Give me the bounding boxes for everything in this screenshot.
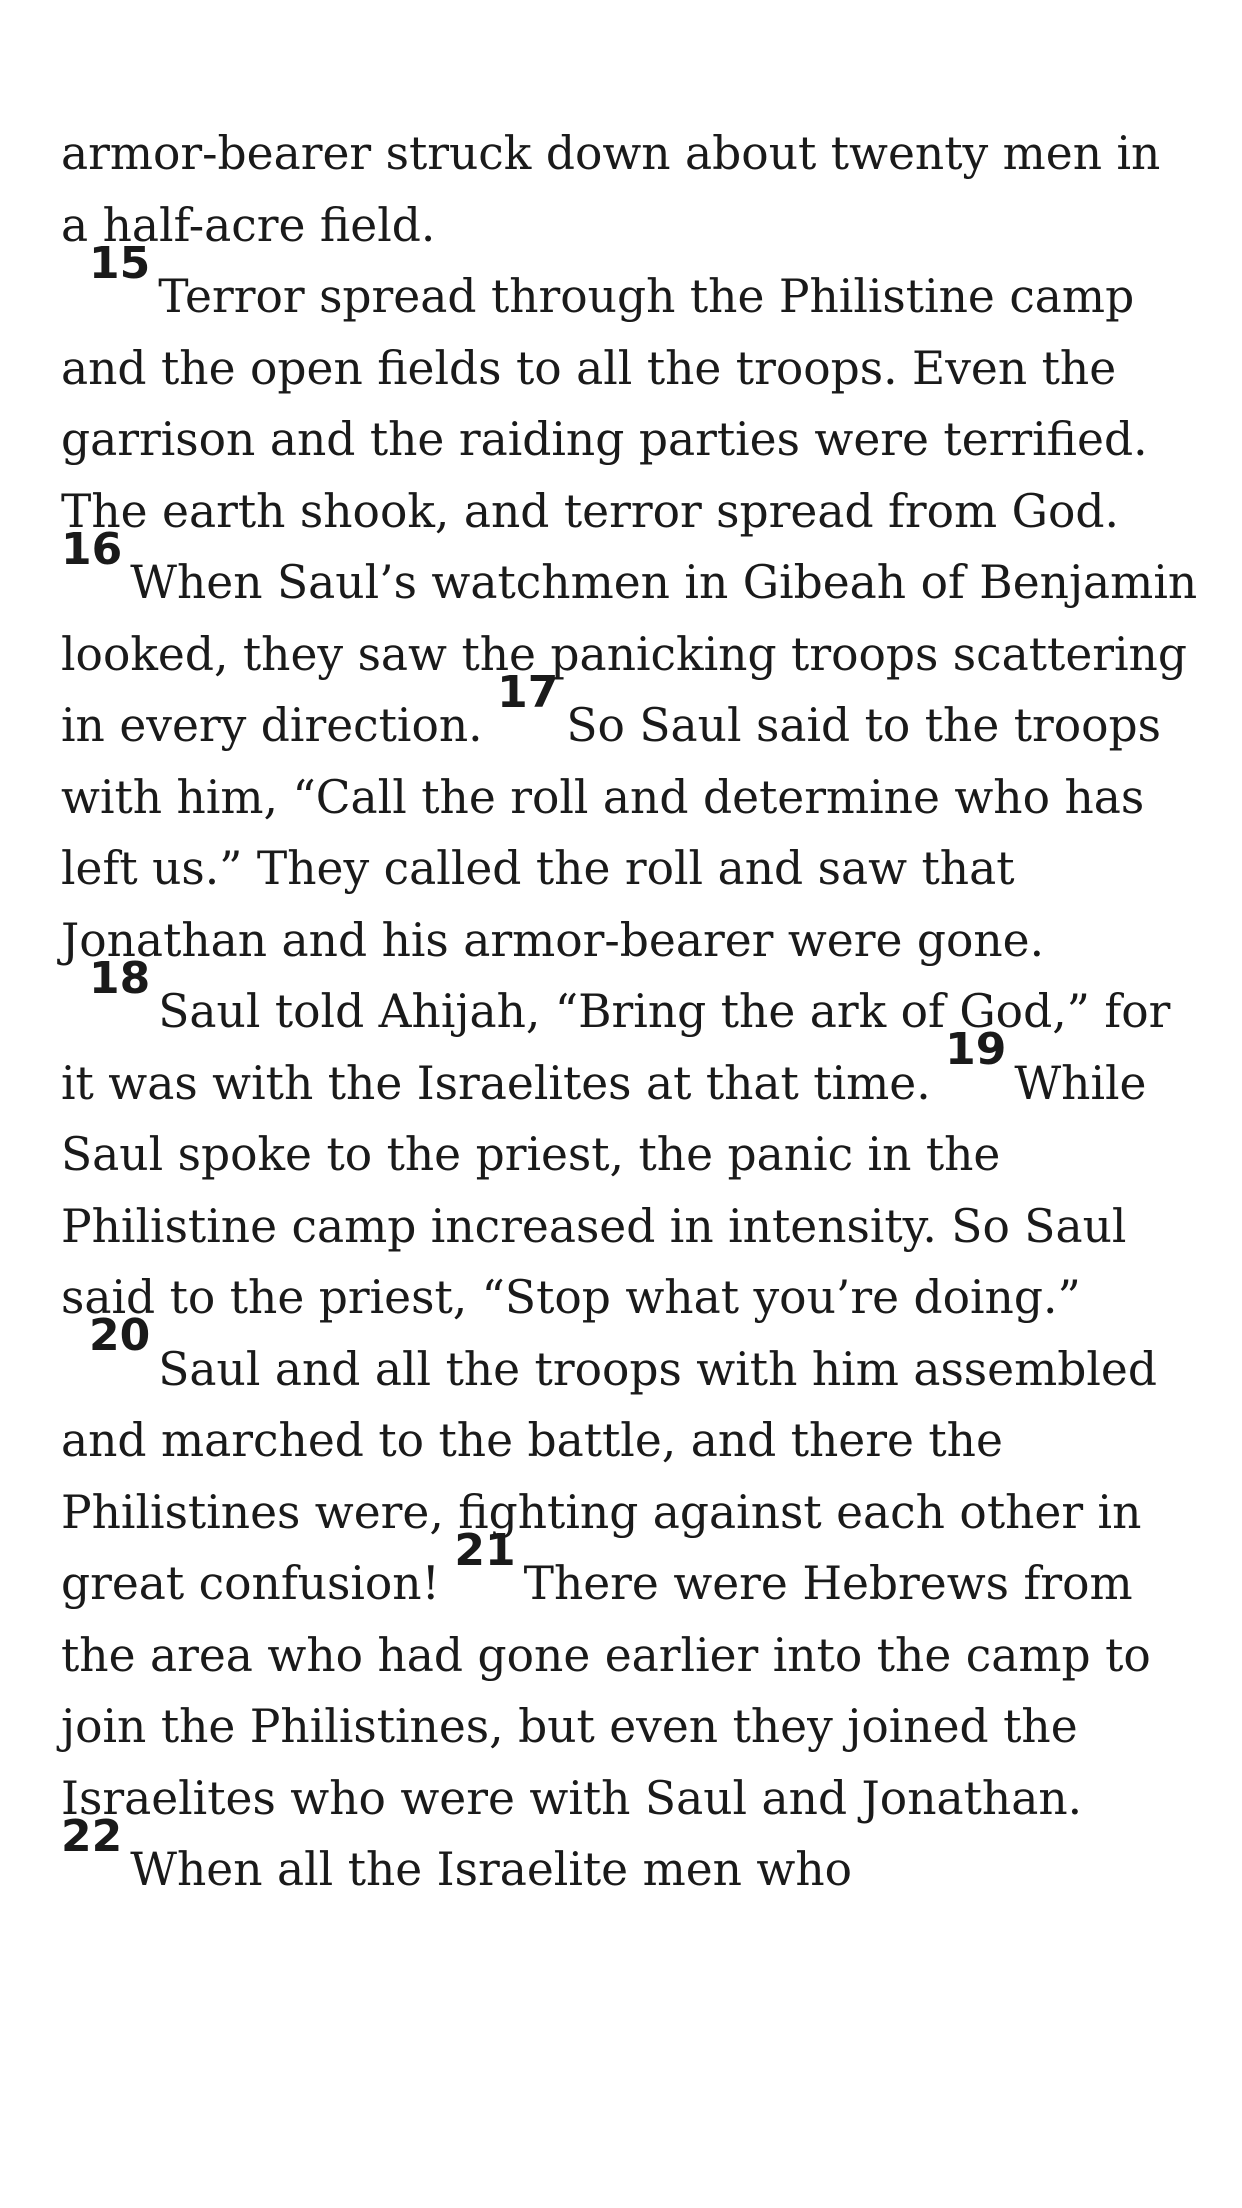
verse-text: While Saul spoke to the priest, the panic in the Philistine camp increased in intensity. So Saul said to the priest, “Stop what you’re doing.” bbox=[61, 1056, 1147, 1324]
verse-number[interactable]: 17 bbox=[497, 666, 559, 718]
reading-pane[interactable] bbox=[61, 118, 1201, 1906]
verse-text: So Saul said to the troops with him, “Call the roll and determine who has left us.” They called the roll and saw that Jonathan and his armor-bearer were gone. bbox=[61, 699, 1162, 967]
verse-number[interactable]: 18 bbox=[89, 952, 151, 1004]
verse-number[interactable]: 22 bbox=[61, 1810, 123, 1862]
paragraph bbox=[61, 1310, 1201, 1906]
verse-number[interactable]: 20 bbox=[89, 1310, 151, 1362]
verse-number[interactable]: 21 bbox=[454, 1524, 516, 1576]
verse-number[interactable]: 16 bbox=[61, 523, 123, 575]
paragraph bbox=[61, 237, 1201, 976]
verse-text: armor-bearer struck down about twenty men in a half-acre field. bbox=[61, 127, 1161, 252]
verse-number[interactable]: 19 bbox=[945, 1024, 1007, 1076]
verse-text: Terror spread through the Philistine camp and the open fields to all the troops. Even the garrison and the raiding parties were terrified. The earth shook, and terror spread from God. bbox=[61, 270, 1148, 538]
verse-text: There were Hebrews from the area who had gone earlier into the camp to join the Philistines, but even they joined the Israelites who were with Saul and Jonathan. bbox=[61, 1557, 1151, 1825]
verse-text: Saul and all the troops with him assembled and marched to the battle, and there the Philistines were, fighting against each other in great confusion! bbox=[61, 1342, 1157, 1610]
verse-number[interactable]: 15 bbox=[89, 237, 151, 289]
paragraph bbox=[61, 118, 1201, 261]
verse-text: When all the Israelite men who bbox=[130, 1843, 853, 1896]
verse-text: Saul told Ahijah, “Bring the ark of God,” for it was with the Israelites at that time. bbox=[61, 985, 1171, 1110]
paragraph bbox=[61, 952, 1201, 1334]
verse-text: When Saul’s watchmen in Gibeah of Benjamin looked, they saw the panicking troops scattering in every direction. bbox=[61, 556, 1198, 752]
